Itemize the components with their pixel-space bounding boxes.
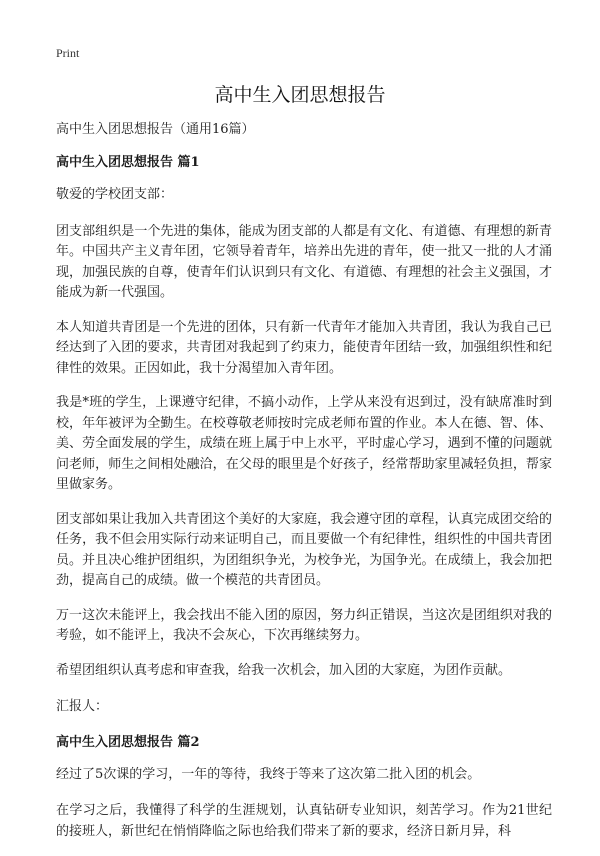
paragraph: 经过了5次课的学习，一年的等待，我终于等来了这次第二批入团的机会。 — [56, 766, 481, 782]
paragraph: 我是*班的学生，上课遵守纪律，不搞小动作，上学从来没有迟到过，没有缺席准时到校，年年被评为全勤生。在校尊敬老师按时完成老师布置的作业。本人在德、智、体、美、劳全面发展的学生，成绩在班上属于中上水平，平时虚心学习，遇到不懂的问题就问老师，师生之间相处融洽，在父母的眼里是个好孩子，经常帮助家里减轻负担，帮家里做家务。 — [56, 395, 552, 492]
page-title: 高中生入团思想报告 — [214, 84, 386, 106]
section-heading-1: 高中生入团思想报告 篇1 — [56, 155, 200, 170]
salutation: 敬爱的学校团支部： — [56, 187, 174, 202]
section-heading-2: 高中生入团思想报告 篇2 — [56, 734, 200, 750]
document-body — [56, 121, 552, 856]
document-subtitle: 高中生入团思想报告（通用16篇） — [56, 122, 255, 137]
reporter-signature: 汇报人： — [56, 699, 109, 714]
paragraph: 在学习之后，我懂得了科学的生涯规划，认真钻研专业知识，刻苦学习。作为21世纪的接班人，新世纪在悄悄降临之际也给我们带来了新的要求，经济日新月异，科 — [56, 803, 552, 839]
paragraph: 团支部如果让我加入共青团这个美好的大家庭，我会遵守团的章程，认真完成团交给的任务，我不但会用实际行动来证明自己，而且要做一个有纪律性，组织性的中国共青团员。并且决心维护团组织，为团组织争光，为校争光，为国争光。在成绩上，我会加把劲，提高自己的成绩。做一个模范的共青团员。 — [56, 511, 552, 588]
paragraph: 团支部组织是一个先进的集体，能成为团支部的人都是有文化、有道德、有理想的新青年。中国共产主义青年团，它领导着青年，培养出先进的青年，使一批又一批的人才涌现，加强民族的自尊，使青年们认识到只有文化、有道德、有理想的社会主义强国，才能成为新一代强国。 — [56, 223, 552, 300]
paragraph: 万一这次未能评上，我会找出不能入团的原因，努力纠正错误，当这次是团组织对我的考验，如不能评上，我决不会灰心，下次再继续努力。 — [56, 607, 552, 643]
paragraph: 希望团组织认真考虑和审查我，给我一次机会，加入团的大家庭，为团作贡献。 — [56, 662, 512, 678]
print-link[interactable]: Print — [56, 46, 80, 60]
paragraph: 本人知道共青团是一个先进的团体，只有新一代青年才能加入共青团，我认为我自己已经达到了入团的要求，共青团对我起到了约束力，能使青年团结一致，加强组织性和纪律性的效果。正因如此，我十分渴望加入青年团。 — [56, 319, 552, 376]
